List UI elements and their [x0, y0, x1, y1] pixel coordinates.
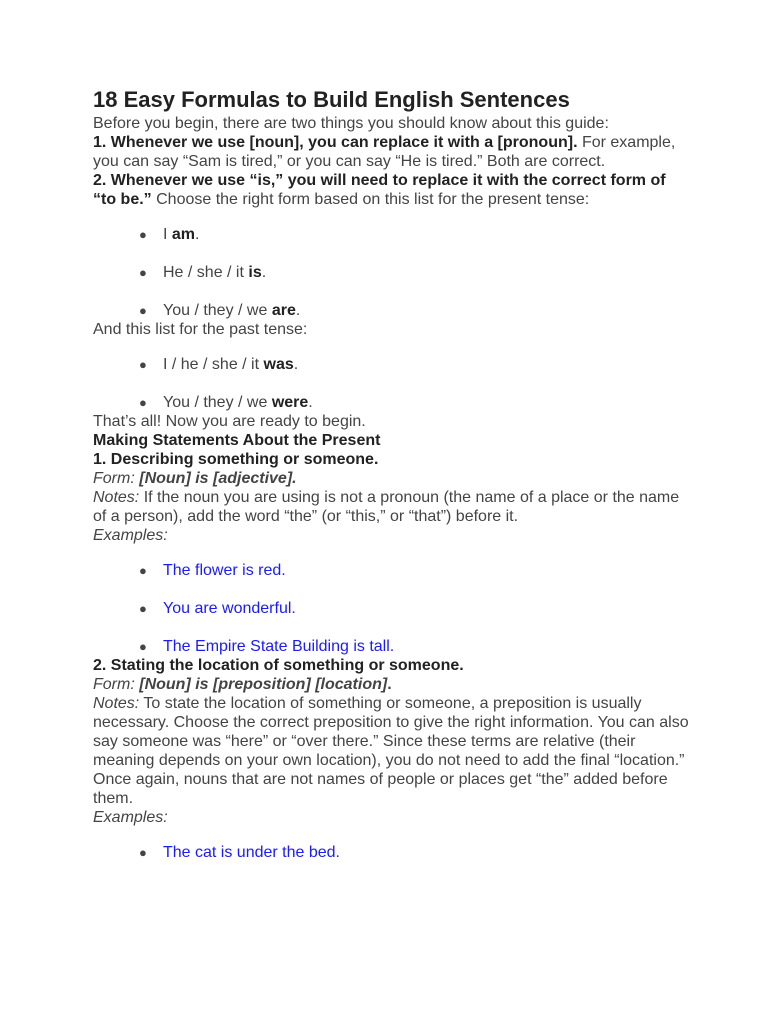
- section-heading: Making Statements About the Present: [93, 432, 381, 449]
- form-value: [Noun] is [preposition] [location]: [139, 676, 388, 693]
- formula-2-notes: [93, 694, 693, 770]
- notes-label: Notes:: [93, 695, 140, 712]
- list-item: [93, 301, 693, 320]
- page-title: 18 Easy Formulas to Build English Sentences: [93, 87, 570, 112]
- notes-text: To state the location of something or someone, a preposition is usually necessary. Choose the correct preposition to give the right information. You can also say someone was “here” or “over there.” Since these terms are relative (their meaning depends on your own location), you do not need to add the final “location.”: [93, 695, 689, 769]
- list-item: [93, 393, 693, 412]
- example-link[interactable]: The flower is red.: [163, 562, 286, 579]
- point-2: [93, 171, 693, 209]
- list-item: [93, 263, 693, 282]
- list-item-bold: are: [271, 302, 296, 319]
- examples-label: Examples:: [93, 527, 168, 544]
- document-page: [93, 86, 693, 862]
- form-label: Form:: [93, 470, 135, 487]
- past-intro: And this list for the past tense:: [93, 321, 308, 338]
- list-item-bold: is: [248, 264, 262, 281]
- list-item-punct: .: [261, 264, 267, 281]
- example-link[interactable]: The Empire State Building is tall.: [163, 638, 395, 655]
- list-item: [93, 225, 693, 244]
- formula-2-form: [93, 675, 693, 694]
- ready-text: That’s all! Now you are ready to begin.: [93, 413, 366, 430]
- formula-2-extra: Once again, nouns that are not names of people or places get “the” added before them.: [93, 771, 668, 807]
- example-item: [93, 843, 693, 862]
- bullet-icon: ●: [139, 639, 147, 654]
- present-tense-list: [93, 225, 693, 320]
- list-item-bold: was: [263, 356, 294, 373]
- formula-1-notes: [93, 488, 693, 526]
- intro-text: Before you begin, there are two things you should know about this guide:: [93, 115, 609, 132]
- list-item-text: You / they / we: [163, 302, 272, 319]
- bullet-icon: ●: [139, 395, 147, 410]
- point-1: [93, 133, 693, 171]
- list-item-text: I / he / she / it: [163, 356, 264, 373]
- bullet-icon: ●: [139, 357, 147, 372]
- example-link[interactable]: You are wonderful.: [163, 600, 296, 617]
- list-item-punct: .: [308, 394, 313, 411]
- bullet-icon: ●: [139, 845, 147, 860]
- formula-2-examples: [93, 843, 693, 862]
- formula-1-examples: [93, 561, 693, 656]
- form-value: [Noun] is [adjective].: [139, 470, 297, 487]
- list-item-text: He / she / it: [163, 264, 249, 281]
- example-item: [93, 637, 693, 656]
- list-item-punct: .: [293, 356, 299, 373]
- point-2-bold: 2. Whenever we use “is,” you will need to replace it with the correct form of “to be.”: [93, 172, 666, 208]
- notes-text: If the noun you are using is not a pronoun (the name of a place or the name of a person), add the word “the” (or “this,” or “that”) before it.: [93, 489, 680, 525]
- example-item: [93, 561, 693, 580]
- point-1-bold: 1. Whenever we use [noun], you can replace it with a [pronoun].: [93, 134, 578, 151]
- list-item: [93, 355, 693, 374]
- formula-1-heading: 1. Describing something or someone.: [93, 451, 379, 468]
- example-link[interactable]: The cat is under the bed.: [163, 844, 340, 861]
- point-1-text: For example, you can say “Sam is tired,” or you can say “He is tired.” Both are correct.: [93, 134, 676, 170]
- bullet-icon: ●: [139, 265, 147, 280]
- notes-label: Notes:: [93, 489, 140, 506]
- list-item-bold: were: [271, 394, 309, 411]
- list-item-text: I: [163, 226, 172, 243]
- list-item-text: You / they / we: [163, 394, 272, 411]
- formula-2-examples-label: [93, 808, 693, 827]
- bullet-icon: ●: [139, 563, 147, 578]
- formula-1-examples-label: [93, 526, 693, 545]
- formula-1-form: [93, 469, 693, 488]
- form-label: Form:: [93, 676, 135, 693]
- past-tense-list: [93, 355, 693, 412]
- bullet-icon: ●: [139, 303, 147, 318]
- list-item-punct: .: [195, 226, 200, 243]
- example-item: [93, 599, 693, 618]
- bullet-icon: ●: [139, 601, 147, 616]
- point-2-text: Choose the right form based on this list for the present tense:: [151, 191, 590, 208]
- bullet-icon: ●: [139, 227, 147, 242]
- form-end: .: [387, 676, 392, 693]
- formula-2-heading: 2. Stating the location of something or someone.: [93, 657, 464, 674]
- list-item-punct: .: [295, 302, 301, 319]
- examples-label: Examples:: [93, 809, 168, 826]
- list-item-bold: am: [171, 226, 196, 243]
